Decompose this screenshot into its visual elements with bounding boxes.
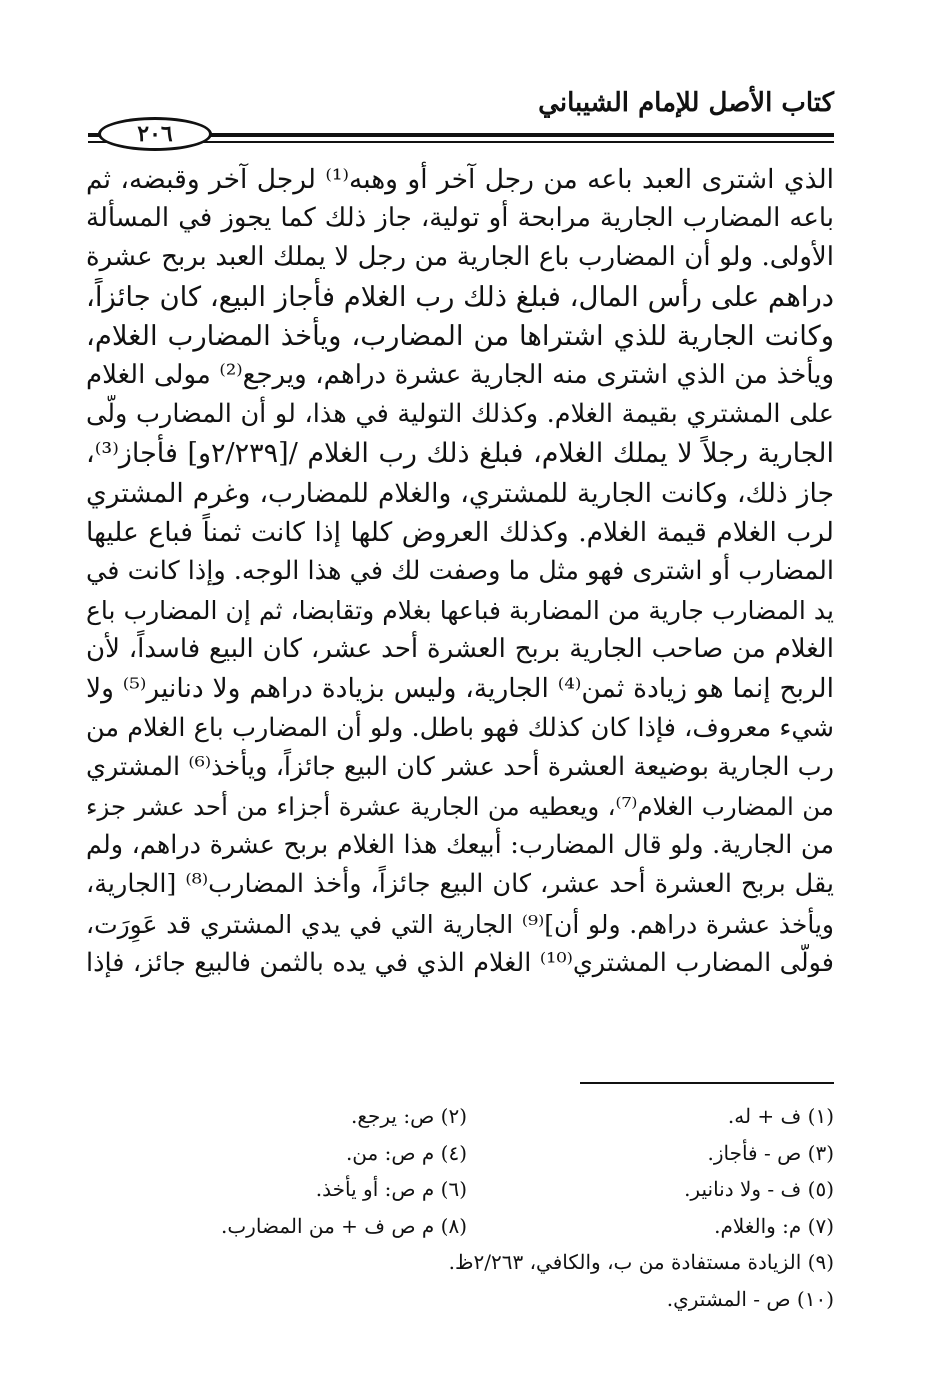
footnote: (٤) م ص: من.: [345, 1140, 467, 1165]
text-line: المضارب أو اشترى فهو مثل ما وصفت لك في هذا الوجه. وإذا كانت في: [86, 555, 834, 586]
footnote: (٧) م: والغلام.: [714, 1213, 834, 1238]
text-line: رب الجارية بوضيعة العشرة أحد عشر كان البيع جائزاً، ويأخذ⁽⁶⁾ المشتري: [86, 751, 834, 782]
footnotes: [100, 1098, 834, 1317]
text-line: الربح إنما هو زيادة ثمن⁽⁴⁾ الجارية، وليس بزيادة دراهم ولا دنانير⁽⁵⁾ ولا: [86, 673, 834, 705]
text-line: شيء معروف، فإذا كان كذلك فهو باطل. ولو أن المضارب باع الغلام من: [86, 712, 834, 743]
text-line: ويأخذ من الذي اشترى منه الجارية عشرة دراهم، ويرجع⁽²⁾ مولى الغلام: [86, 359, 834, 390]
footnote: (٦) م ص: أو يأخذ.: [315, 1177, 467, 1202]
footnote: (٩) الزيادة مستفادة من ب، والكافي، ٢/٢٦٣ظ.: [448, 1250, 834, 1275]
footnote: (٥) ف - ولا دنانير.: [684, 1177, 834, 1202]
text-line: دراهم على رأس المال، فبلغ ذلك رب الغلام فأجاز البيع، كان جائزاً،: [86, 280, 834, 313]
text-line: لرب الغلام قيمة الغلام. وكذلك العروض كلها إذا كانت ثمناً فباع عليها: [86, 516, 834, 548]
footnote-separator: [580, 1082, 834, 1084]
text-line: الغلام من صاحب الجارية بربح العشرة أحد عشر، كان البيع فاسداً، لأن: [86, 634, 834, 665]
text-line: ويأخذ عشرة دراهم. ولو أن]⁽⁹⁾ الجارية التي في يدي المشتري قد عَوِرَت،: [86, 909, 834, 939]
text-line: يقل بربح العشرة أحد عشر، كان البيع جائزاً، وأخذ المضارب⁽⁸⁾ [الجارية،: [86, 869, 834, 900]
text-line: من المضارب الغلام⁽⁷⁾، ويعطيه من الجارية عشرة أجزاء من أحد عشر جزء: [86, 792, 834, 821]
text-line: باعه المضارب الجارية مرابحة أو تولية، جاز ذلك كما يجوز في المسألة: [86, 203, 834, 234]
text-line: الذي اشترى العبد باعه من رجل آخر أو وهبه⁽¹⁾ لرجل آخر وقبضه، ثم: [86, 164, 834, 195]
text-line: الجارية رجلاً لا يملك الغلام، فبلغ ذلك رب الغلام /[٢/٢٣٩و] فأجاز⁽³⁾،: [86, 438, 834, 470]
footnote: (٣) ص - فأجاز.: [707, 1140, 834, 1165]
footnote: (٢) ص: يرجع.: [351, 1104, 467, 1129]
footnote-row: [100, 1281, 834, 1318]
text-line: فولّى المضارب المشتري⁽¹⁰⁾ الغلام الذي في يده بالثمن فالبيع جائز، فإذا: [86, 947, 834, 978]
text-line: من الجارية. ولو قال المضارب: أبيعك هذا الغلام بربح عشرة دراهم، ولم: [86, 830, 834, 861]
text-line: يد المضارب جارية من المضاربة فباعها بغلام وتقابضا، ثم إن المضارب باع: [86, 596, 834, 626]
footnote: (١) ف + له.: [727, 1104, 834, 1129]
text-line: جاز ذلك، وكانت الجارية للمشتري، والغلام للمضارب، وغرم المشتري: [86, 477, 834, 509]
page-number: ٢٠٦: [137, 121, 173, 147]
footnote-row: [100, 1244, 834, 1281]
footnote: (٨) م ص ف + من المضارب.: [221, 1213, 467, 1238]
footnote: (١٠) ص - المشتري.: [666, 1286, 834, 1311]
page-number-badge: [98, 117, 212, 151]
text-line: وكانت الجارية للذي اشتراها من المضارب، ويأخذ المضارب الغلام،: [86, 319, 834, 352]
text-line: الأولى. ولو أن المضارب باع الجارية من رجل لا يملك العبد بربح عشرة: [86, 242, 834, 273]
main-text: [86, 160, 834, 983]
footnote-row: [100, 1135, 834, 1172]
book-title: كتاب الأصل للإمام الشيباني: [538, 88, 834, 118]
text-line: على المشتري بقيمة الغلام. وكذلك التولية في هذا، لو أن المضارب ولّى: [86, 399, 834, 430]
footnote-row: [100, 1171, 834, 1208]
footnote-row: [100, 1098, 834, 1135]
footnote-row: [100, 1208, 834, 1245]
